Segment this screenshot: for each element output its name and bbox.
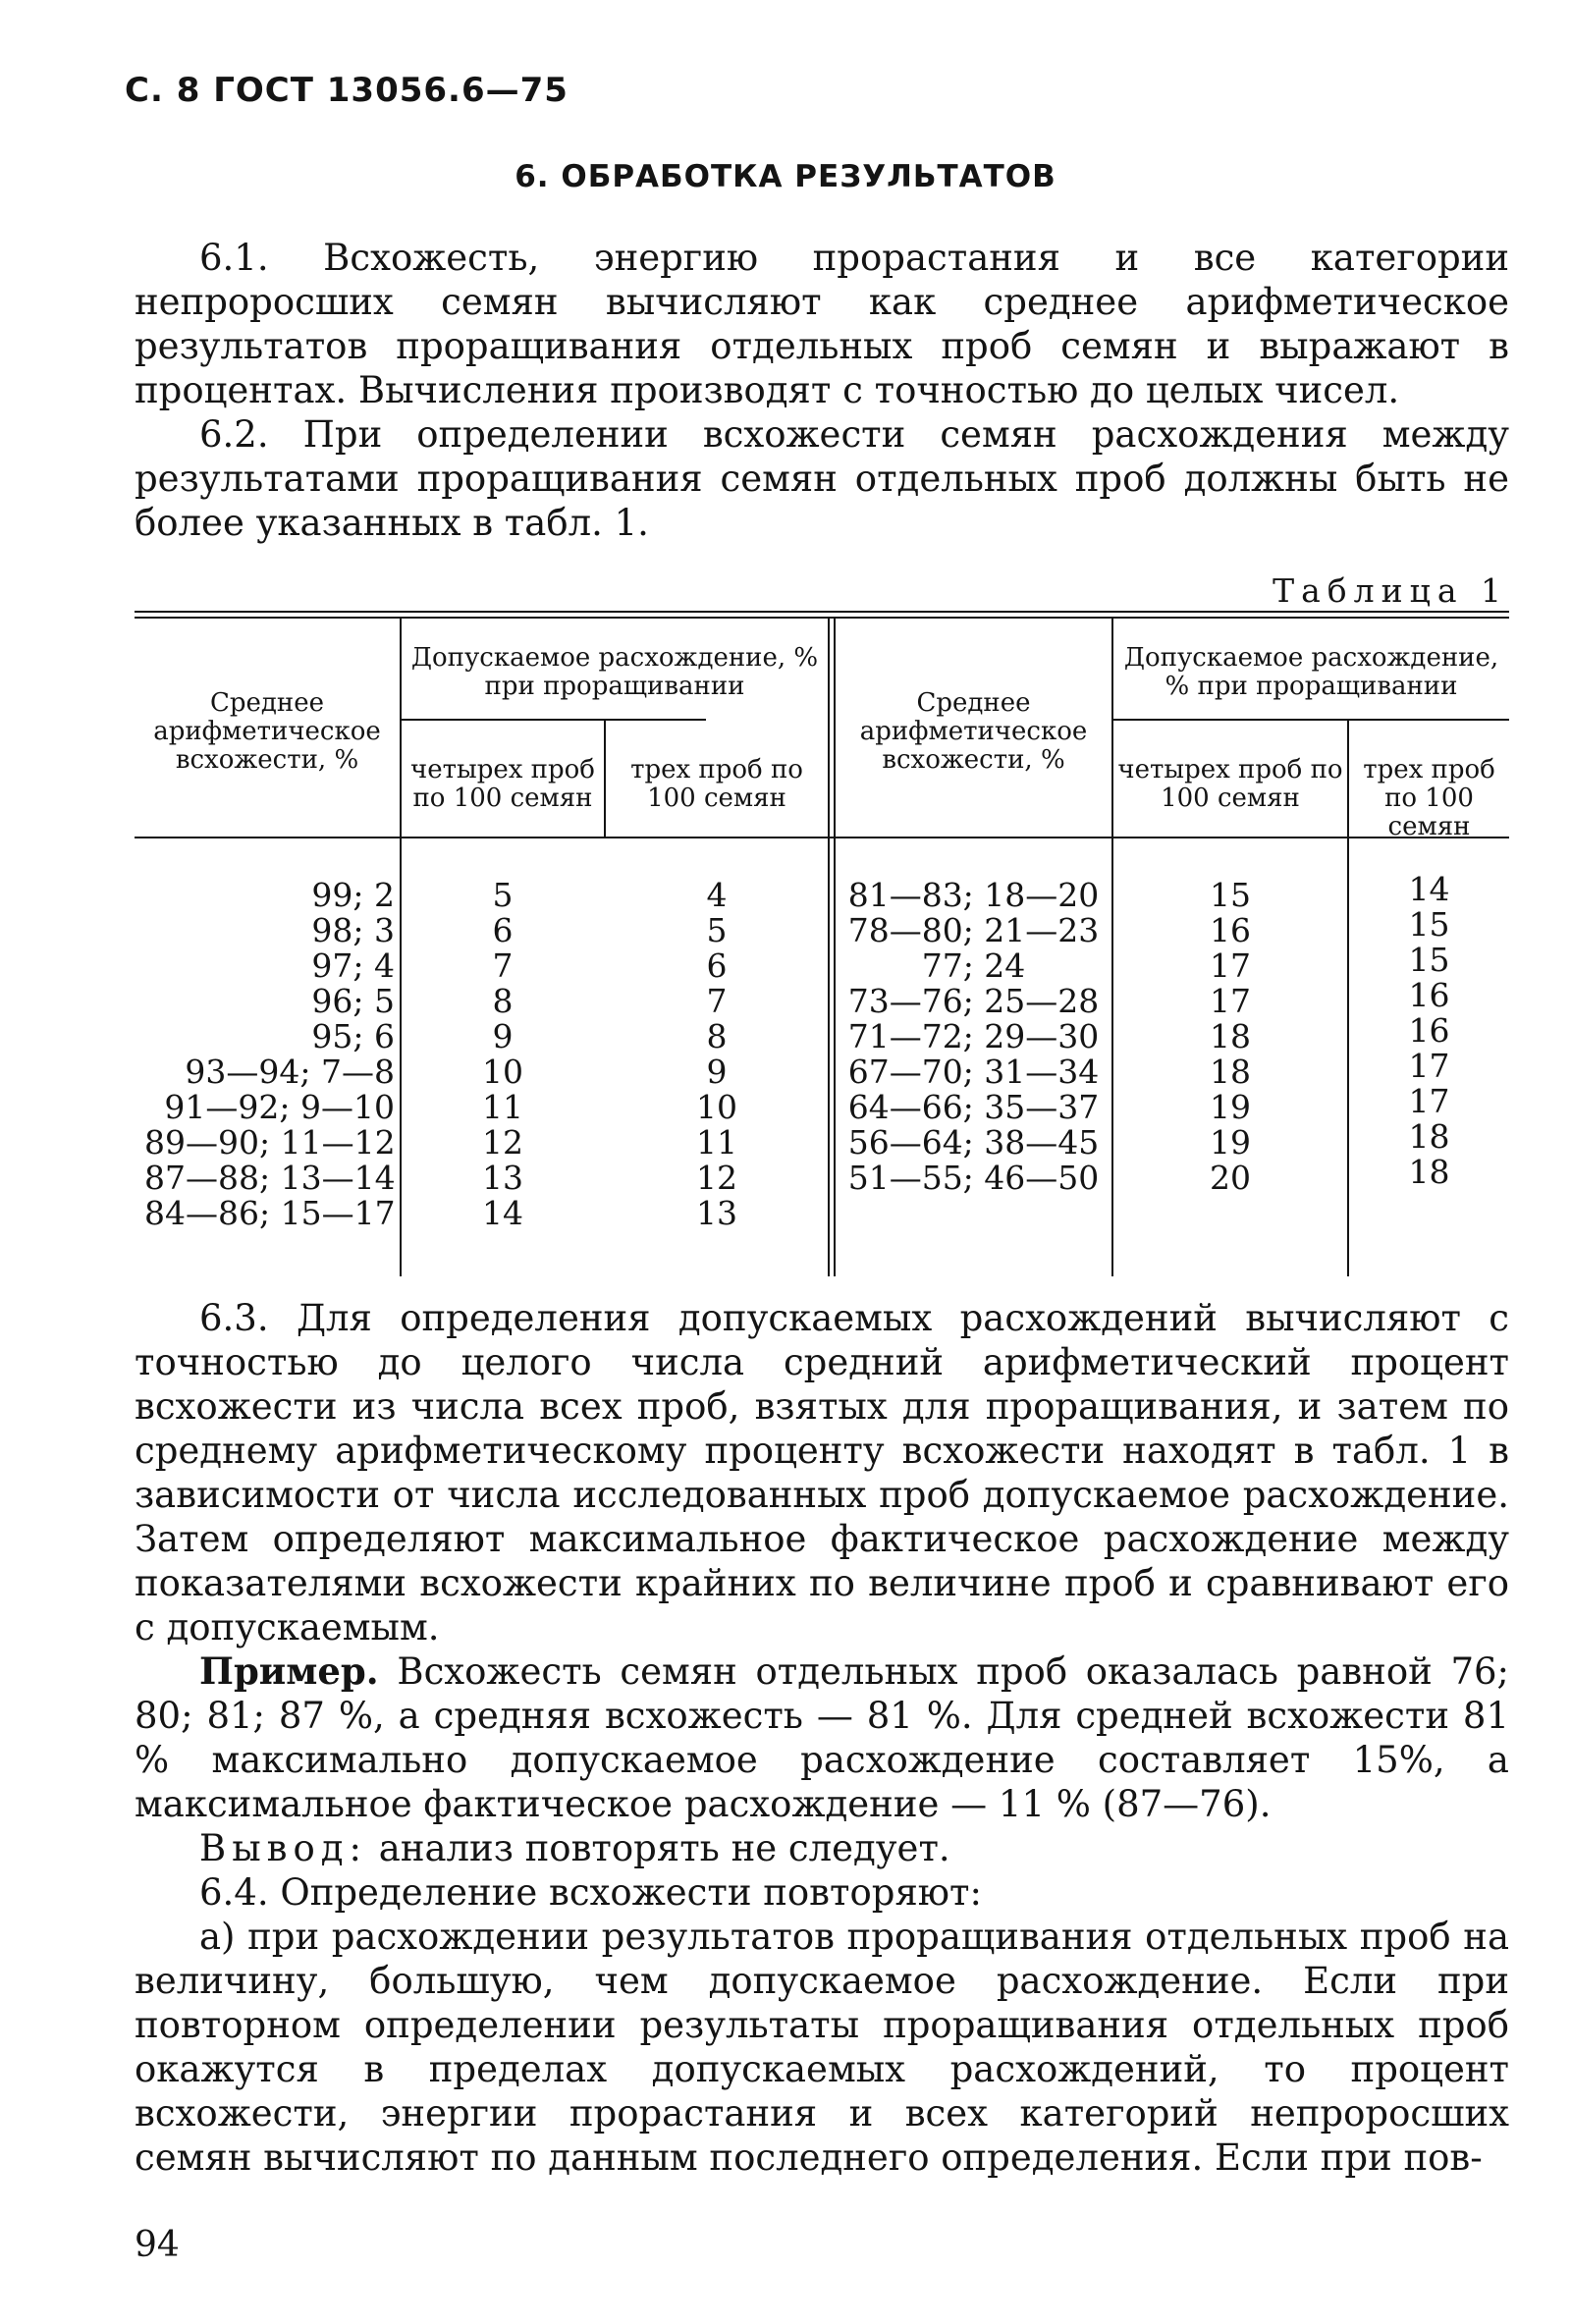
table-cell: 12 bbox=[482, 1123, 523, 1162]
col-mean-right bbox=[836, 878, 1111, 1196]
table-cell: 7 bbox=[706, 982, 728, 1020]
table-cell: 15 bbox=[1408, 941, 1450, 979]
table-cell: 5 bbox=[492, 876, 514, 914]
table-cell: 11 bbox=[482, 1088, 523, 1126]
table-cell: 84—86; 15—17 bbox=[144, 1194, 396, 1232]
table-top-rule bbox=[135, 611, 1509, 613]
table-cell: 98; 3 bbox=[311, 911, 395, 949]
table-cell: 13 bbox=[696, 1194, 737, 1232]
table-cell: 7 bbox=[492, 946, 514, 985]
table-cell: 77; 24 bbox=[921, 946, 1026, 985]
table-cell: 96; 5 bbox=[311, 982, 395, 1020]
table-cell: 9 bbox=[492, 1017, 514, 1055]
table-cell: 11 bbox=[696, 1123, 737, 1162]
paragraph-6-1: 6.1. Всхожесть, энергию прорастания и все категории непроросших семян вычисляют как среднее арифметическое результатов проращивания отдельных проб семян и выражают в процентах. Вычисления производят с точностью до целых чисел. bbox=[135, 237, 1509, 411]
conclusion-text: анализ повторять не следует. bbox=[378, 1827, 950, 1869]
table-cell: 18 bbox=[1210, 1053, 1251, 1091]
table-cell: 17 bbox=[1408, 1082, 1450, 1120]
table-cell: 87—88; 13—14 bbox=[144, 1159, 396, 1197]
paragraph-6-3: 6.3. Для определения допускаемых расхождений вычисляют с точностью до целого числа средний арифметический процент всхожести из числа всех проб, взятых для проращивания, и затем по среднему арифметическому проценту всхожести находят в табл. 1 в зависимости от числа исследованных проб допускаемое расхождение. Затем определяют максимальное фактическое расхождение между показателями всхожести крайних по величине проб и сравнивают его с допускаемым. bbox=[135, 1297, 1509, 1648]
table-cell: 78—80; 21—23 bbox=[847, 911, 1100, 949]
page-number: 94 bbox=[135, 2225, 180, 2265]
th-allowed-right: Допускаемое расхождение, % при проращивании bbox=[1123, 643, 1499, 701]
th-four-left: четырех проб по 100 семян bbox=[410, 755, 595, 813]
table-cell: 17 bbox=[1210, 982, 1251, 1020]
table-cell: 17 bbox=[1210, 946, 1251, 985]
table-cell: 9 bbox=[706, 1053, 728, 1091]
table-cell: 18 bbox=[1408, 1117, 1450, 1156]
table-cell: 15 bbox=[1408, 905, 1450, 944]
table-cell: 8 bbox=[492, 982, 514, 1020]
section-title: 6. ОБРАБОТКА РЕЗУЛЬТАТОВ bbox=[515, 159, 1056, 194]
table-cell: 64—66; 35—37 bbox=[847, 1088, 1100, 1126]
table-cell: 16 bbox=[1210, 911, 1251, 949]
table-cell: 81—83; 18—20 bbox=[847, 876, 1100, 914]
table-top-rule-2 bbox=[135, 617, 1509, 619]
table-cell: 14 bbox=[482, 1194, 523, 1232]
table-cell: 5 bbox=[706, 911, 728, 949]
table-cell: 93—94; 7—8 bbox=[185, 1053, 395, 1091]
col-three-left bbox=[606, 878, 828, 1231]
col-four-right bbox=[1113, 878, 1347, 1196]
table-subheader-rule-right bbox=[1113, 719, 1509, 721]
table-cell: 19 bbox=[1210, 1123, 1251, 1162]
table-cell: 16 bbox=[1408, 1011, 1450, 1050]
table-cell: 8 bbox=[706, 1017, 728, 1055]
conclusion-label: Вывод: bbox=[199, 1827, 367, 1869]
paragraph-6-4-a: а) при расхождении результатов проращивания отдельных проб на величину, большую, чем допускаемое расхождение. Если при повторном определении результаты проращивания отдельных проб окажутся в пределах допускаемых расхождений, то процент всхожести, энергии прорастания и всех категорий непроросших семян вычисляют по данным последнего определения. Если при пов- bbox=[135, 1916, 1509, 2179]
table-cell: 56—64; 38—45 bbox=[847, 1123, 1100, 1162]
table-cell: 73—76; 25—28 bbox=[847, 982, 1100, 1020]
paragraph-conclusion bbox=[135, 1826, 1509, 1870]
table-cell: 51—55; 46—50 bbox=[847, 1159, 1100, 1197]
table-cell: 20 bbox=[1210, 1159, 1251, 1197]
table-cell: 15 bbox=[1210, 876, 1251, 914]
table-cell: 10 bbox=[482, 1053, 523, 1091]
table-cell: 16 bbox=[1408, 976, 1450, 1014]
th-four-right: четырех проб по 100 семян bbox=[1117, 755, 1343, 813]
table-vrule-3a bbox=[828, 619, 830, 1276]
paragraph-6-2: 6.2. При определении всхожести семян расхождения между результатами проращивания семян отдельных проб должны быть не более указанных в табл. 1. bbox=[135, 413, 1509, 544]
example-text: Всхожесть семян отдельных проб оказалась равной 76; 80; 81; 87 %, а средняя всхожесть — 81 %. Для средней всхожести 81 % максимально допускаемое расхождение составляет 15%, а максимальное фактическое расхождение — 11 % (87—76). bbox=[135, 1650, 1509, 1825]
paragraph-6-4: 6.4. Определение всхожести повторяют: bbox=[199, 1871, 982, 1914]
table-cell: 13 bbox=[482, 1159, 523, 1197]
table-cell: 18 bbox=[1408, 1153, 1450, 1191]
paragraph-example bbox=[135, 1649, 1509, 1826]
table-cell: 18 bbox=[1210, 1017, 1251, 1055]
table-cell: 91—92; 9—10 bbox=[164, 1088, 395, 1126]
table-cell: 95; 6 bbox=[311, 1017, 395, 1055]
table-1 bbox=[135, 611, 1509, 1278]
col-mean-left bbox=[144, 878, 395, 1231]
table-cell: 89—90; 11—12 bbox=[144, 1123, 396, 1162]
col-three-right bbox=[1349, 872, 1509, 1190]
page-header: С. 8 ГОСТ 13056.6—75 bbox=[125, 71, 569, 110]
table-cell: 6 bbox=[706, 946, 728, 985]
table-cell: 99; 2 bbox=[311, 876, 395, 914]
table-cell: 71—72; 29—30 bbox=[847, 1017, 1100, 1055]
th-mean-left: Среднее арифметическое всхожести, % bbox=[153, 688, 381, 775]
table-cell: 19 bbox=[1210, 1088, 1251, 1126]
table-cell: 14 bbox=[1408, 870, 1450, 908]
table-cell: 12 bbox=[696, 1159, 737, 1197]
table-cell: 10 bbox=[696, 1088, 737, 1126]
table-cell: 6 bbox=[492, 911, 514, 949]
table-cell: 17 bbox=[1408, 1047, 1450, 1085]
col-four-left bbox=[402, 878, 604, 1231]
table-cell: 4 bbox=[706, 876, 728, 914]
table-header-rule bbox=[135, 837, 1509, 838]
example-label: Пример. bbox=[199, 1649, 379, 1693]
table-subheader-rule-left bbox=[402, 719, 706, 721]
table-cell: 67—70; 31—34 bbox=[847, 1053, 1100, 1091]
table-cell: 97; 4 bbox=[311, 946, 395, 985]
th-three-left: трех проб по 100 семян bbox=[630, 755, 803, 813]
th-three-right: трех проб по 100 семян bbox=[1363, 755, 1495, 841]
table-caption: Таблица 1 bbox=[1273, 571, 1508, 610]
th-mean-right: Среднее арифметическое всхожести, % bbox=[859, 688, 1088, 775]
th-allowed-left: Допускаемое расхождение, % при проращивании bbox=[410, 643, 819, 701]
